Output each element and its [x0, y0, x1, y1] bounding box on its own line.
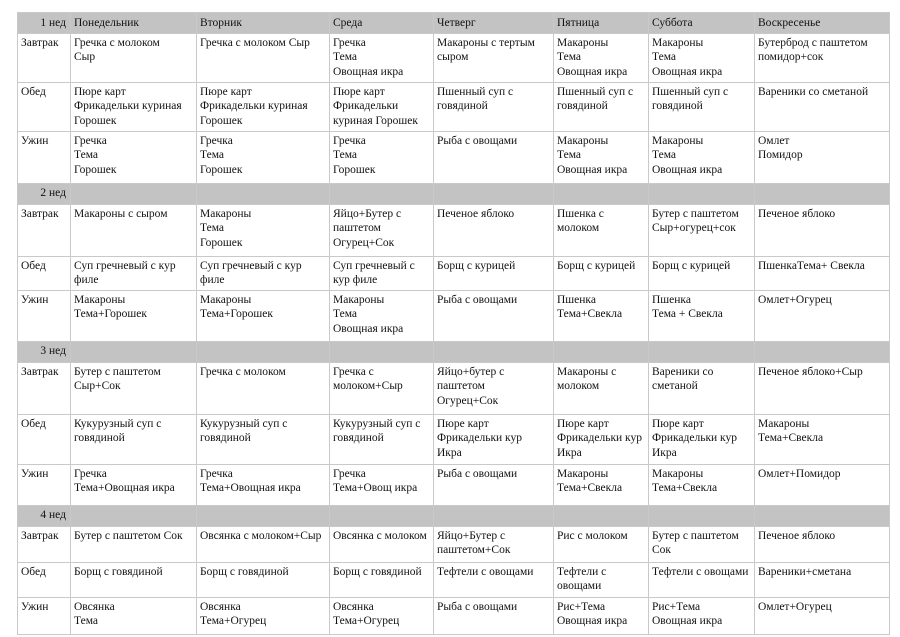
day-header-row	[18, 13, 890, 34]
meal-label: Ужин	[18, 291, 71, 342]
menu-cell: Пюре карт Фрикадельки куриная Горошек	[71, 83, 197, 132]
menu-cell: Макароны с тертым сыром	[434, 34, 554, 83]
week-separator-cell	[71, 184, 197, 205]
week-separator-cell	[755, 342, 890, 363]
meal-plan-body	[18, 34, 890, 635]
menu-cell: Борщ с говядиной	[71, 563, 197, 598]
meal-label: Ужин	[18, 465, 71, 506]
week-separator-cell	[197, 506, 330, 527]
meal-row	[18, 415, 890, 465]
menu-cell: Макароны Тема+Горошек	[197, 291, 330, 342]
week-separator-cell	[330, 506, 434, 527]
meal-row	[18, 598, 890, 635]
menu-cell: Гречка Тема Горошек	[197, 132, 330, 184]
week-separator-cell	[755, 184, 890, 205]
week-separator-row	[18, 342, 890, 363]
menu-cell: Яйцо+бутер с паштетом Огурец+Сок	[434, 363, 554, 415]
menu-cell: Макароны Тема Овощная икра	[649, 34, 755, 83]
day-header: Вторник	[197, 13, 330, 34]
menu-cell: Пшенный суп с говядиной	[434, 83, 554, 132]
menu-cell: Печеное яблоко+Сыр	[755, 363, 890, 415]
menu-cell: Пшенный суп с говядиной	[649, 83, 755, 132]
menu-cell: Вареники со сметаной	[755, 83, 890, 132]
menu-cell: Суп гречневый с кур филе	[330, 257, 434, 291]
week-separator-cell	[330, 184, 434, 205]
menu-cell: Бутер с паштетом Сок	[649, 527, 755, 563]
menu-cell: Макароны Тема Овощная икра	[554, 34, 649, 83]
menu-cell: Гречка с молоком	[197, 363, 330, 415]
menu-cell: Гречка с молоком Сыр	[71, 34, 197, 83]
menu-cell: Кукурузный суп с говядиной	[197, 415, 330, 465]
week-separator-cell	[197, 184, 330, 205]
week-separator-cell	[71, 342, 197, 363]
meal-label: Завтрак	[18, 527, 71, 563]
menu-cell: Суп гречневый с кур филе	[197, 257, 330, 291]
menu-cell: Рис+Тема Овощная икра	[554, 598, 649, 635]
menu-cell: Гречка Тема Горошек	[330, 132, 434, 184]
week-separator-cell	[554, 184, 649, 205]
week-separator-cell	[649, 184, 755, 205]
menu-cell: Гречка Тема Горошек	[71, 132, 197, 184]
menu-cell: Рыба с овощами	[434, 465, 554, 506]
menu-cell: Рыба с овощами	[434, 598, 554, 635]
meal-label: Завтрак	[18, 34, 71, 83]
week-separator-cell	[649, 506, 755, 527]
menu-cell: Борщ с курицей	[649, 257, 755, 291]
menu-cell: Рыба с овощами	[434, 291, 554, 342]
meal-label: Обед	[18, 83, 71, 132]
day-header: Воскресенье	[755, 13, 890, 34]
menu-cell: Бутер с паштетом Сыр+Сок	[71, 363, 197, 415]
menu-cell: Макароны с молоком	[554, 363, 649, 415]
menu-cell: Рыба с овощами	[434, 132, 554, 184]
meal-label: Ужин	[18, 598, 71, 635]
menu-cell: Тефтели с овощами	[554, 563, 649, 598]
meal-row	[18, 291, 890, 342]
week-separator-cell	[554, 506, 649, 527]
menu-cell: Овсянка с молоком+Сыр	[197, 527, 330, 563]
menu-cell: Гречка Тема+Овощная икра	[197, 465, 330, 506]
menu-cell: Бутер с паштетом Сыр+огурец+сок	[649, 205, 755, 257]
menu-cell: Макароны Тема Овощная икра	[330, 291, 434, 342]
menu-cell: Овсянка с молоком	[330, 527, 434, 563]
menu-cell: Овсянка Тема+Огурец	[330, 598, 434, 635]
meal-label: Обед	[18, 563, 71, 598]
menu-cell: Пшенный суп с говядиной	[554, 83, 649, 132]
menu-cell: Макароны с сыром	[71, 205, 197, 257]
menu-cell: Тефтели с овощами	[434, 563, 554, 598]
week-separator-cell	[434, 184, 554, 205]
week-separator-cell	[434, 506, 554, 527]
menu-cell: Борщ с курицей	[554, 257, 649, 291]
menu-cell: Борщ с говядиной	[197, 563, 330, 598]
menu-cell: Гречка Тема+Овощная икра	[71, 465, 197, 506]
menu-cell: Яйцо+Бутер с паштетом+Сок	[434, 527, 554, 563]
meal-label: Завтрак	[18, 363, 71, 415]
week-separator-row	[18, 506, 890, 527]
menu-cell: Гречка с молоком Сыр	[197, 34, 330, 83]
week-label: 2 нед	[18, 184, 71, 205]
menu-cell: Пюре карт Фрикадельки куриная Горошек	[330, 83, 434, 132]
menu-cell: Пюре карт Фрикадельки кур Икра	[649, 415, 755, 465]
week-separator-cell	[197, 342, 330, 363]
menu-cell: Печеное яблоко	[434, 205, 554, 257]
week-separator-cell	[434, 342, 554, 363]
menu-cell: Омлет+Огурец	[755, 291, 890, 342]
meal-row	[18, 527, 890, 563]
menu-cell: Макароны Тема+Горошек	[71, 291, 197, 342]
menu-cell: Кукурузный суп с говядиной	[330, 415, 434, 465]
menu-cell: Вареники+сметана	[755, 563, 890, 598]
menu-cell: Пюре карт Фрикадельки куриная Горошек	[197, 83, 330, 132]
week-separator-cell	[330, 342, 434, 363]
menu-cell: Печеное яблоко	[755, 527, 890, 563]
menu-cell: Макароны Тема+Свекла	[554, 465, 649, 506]
meal-row	[18, 257, 890, 291]
menu-cell: Суп гречневый с кур филе	[71, 257, 197, 291]
menu-cell: Овсянка Тема	[71, 598, 197, 635]
day-header: Четверг	[434, 13, 554, 34]
menu-cell: Пшенка с молоком	[554, 205, 649, 257]
menu-cell: Борщ с курицей	[434, 257, 554, 291]
menu-cell: Макароны Тема Овощная икра	[554, 132, 649, 184]
menu-cell: Пшенка Тема + Свекла	[649, 291, 755, 342]
menu-cell: Печеное яблоко	[755, 205, 890, 257]
menu-cell: Пшенка Тема+Свекла	[554, 291, 649, 342]
meal-plan-table	[17, 12, 890, 635]
menu-cell: Гречка Тема Овощная икра	[330, 34, 434, 83]
week-separator-cell	[649, 342, 755, 363]
meal-label: Обед	[18, 257, 71, 291]
meal-row	[18, 205, 890, 257]
meal-row	[18, 132, 890, 184]
menu-cell: Тефтели с овощами	[649, 563, 755, 598]
menu-cell: Кукурузный суп с говядиной	[71, 415, 197, 465]
day-header: Пятница	[554, 13, 649, 34]
menu-cell: Макароны Тема Горошек	[197, 205, 330, 257]
week-label: 4 нед	[18, 506, 71, 527]
menu-cell: Макароны Тема Овощная икра	[649, 132, 755, 184]
meal-row	[18, 83, 890, 132]
menu-cell: Борщ с говядиной	[330, 563, 434, 598]
menu-cell: ПшенкаТема+ Свекла	[755, 257, 890, 291]
week-separator-cell	[554, 342, 649, 363]
menu-cell: Пюре карт Фрикадельки кур Икра	[434, 415, 554, 465]
menu-cell: Вареники со сметаной	[649, 363, 755, 415]
menu-cell: Омлет+Огурец	[755, 598, 890, 635]
menu-cell: Пюре карт Фрикадельки кур Икра	[554, 415, 649, 465]
menu-cell: Омлет+Помидор	[755, 465, 890, 506]
menu-cell: Омлет Помидор	[755, 132, 890, 184]
week-separator-row	[18, 184, 890, 205]
menu-cell: Макароны Тема+Свекла	[649, 465, 755, 506]
day-header: Среда	[330, 13, 434, 34]
meal-row	[18, 465, 890, 506]
menu-cell: Рис+Тема Овощная икра	[649, 598, 755, 635]
day-header: Понедельник	[71, 13, 197, 34]
day-header: Суббота	[649, 13, 755, 34]
menu-cell: Бутерброд с паштетом помидор+сок	[755, 34, 890, 83]
week-separator-cell	[71, 506, 197, 527]
menu-cell: Бутер с паштетом Сок	[71, 527, 197, 563]
meal-row	[18, 363, 890, 415]
menu-cell: Овсянка Тема+Огурец	[197, 598, 330, 635]
menu-cell: Гречка с молоком+Сыр	[330, 363, 434, 415]
meal-label: Ужин	[18, 132, 71, 184]
menu-cell: Яйцо+Бутер с паштетом Огурец+Сок	[330, 205, 434, 257]
week-label: 3 нед	[18, 342, 71, 363]
meal-row	[18, 34, 890, 83]
week-label: 1 нед	[18, 13, 71, 34]
meal-label: Завтрак	[18, 205, 71, 257]
menu-cell: Рис с молоком	[554, 527, 649, 563]
week-separator-cell	[755, 506, 890, 527]
meal-row	[18, 563, 890, 598]
menu-cell: Гречка Тема+Овощ икра	[330, 465, 434, 506]
menu-cell: Макароны Тема+Свекла	[755, 415, 890, 465]
meal-label: Обед	[18, 415, 71, 465]
